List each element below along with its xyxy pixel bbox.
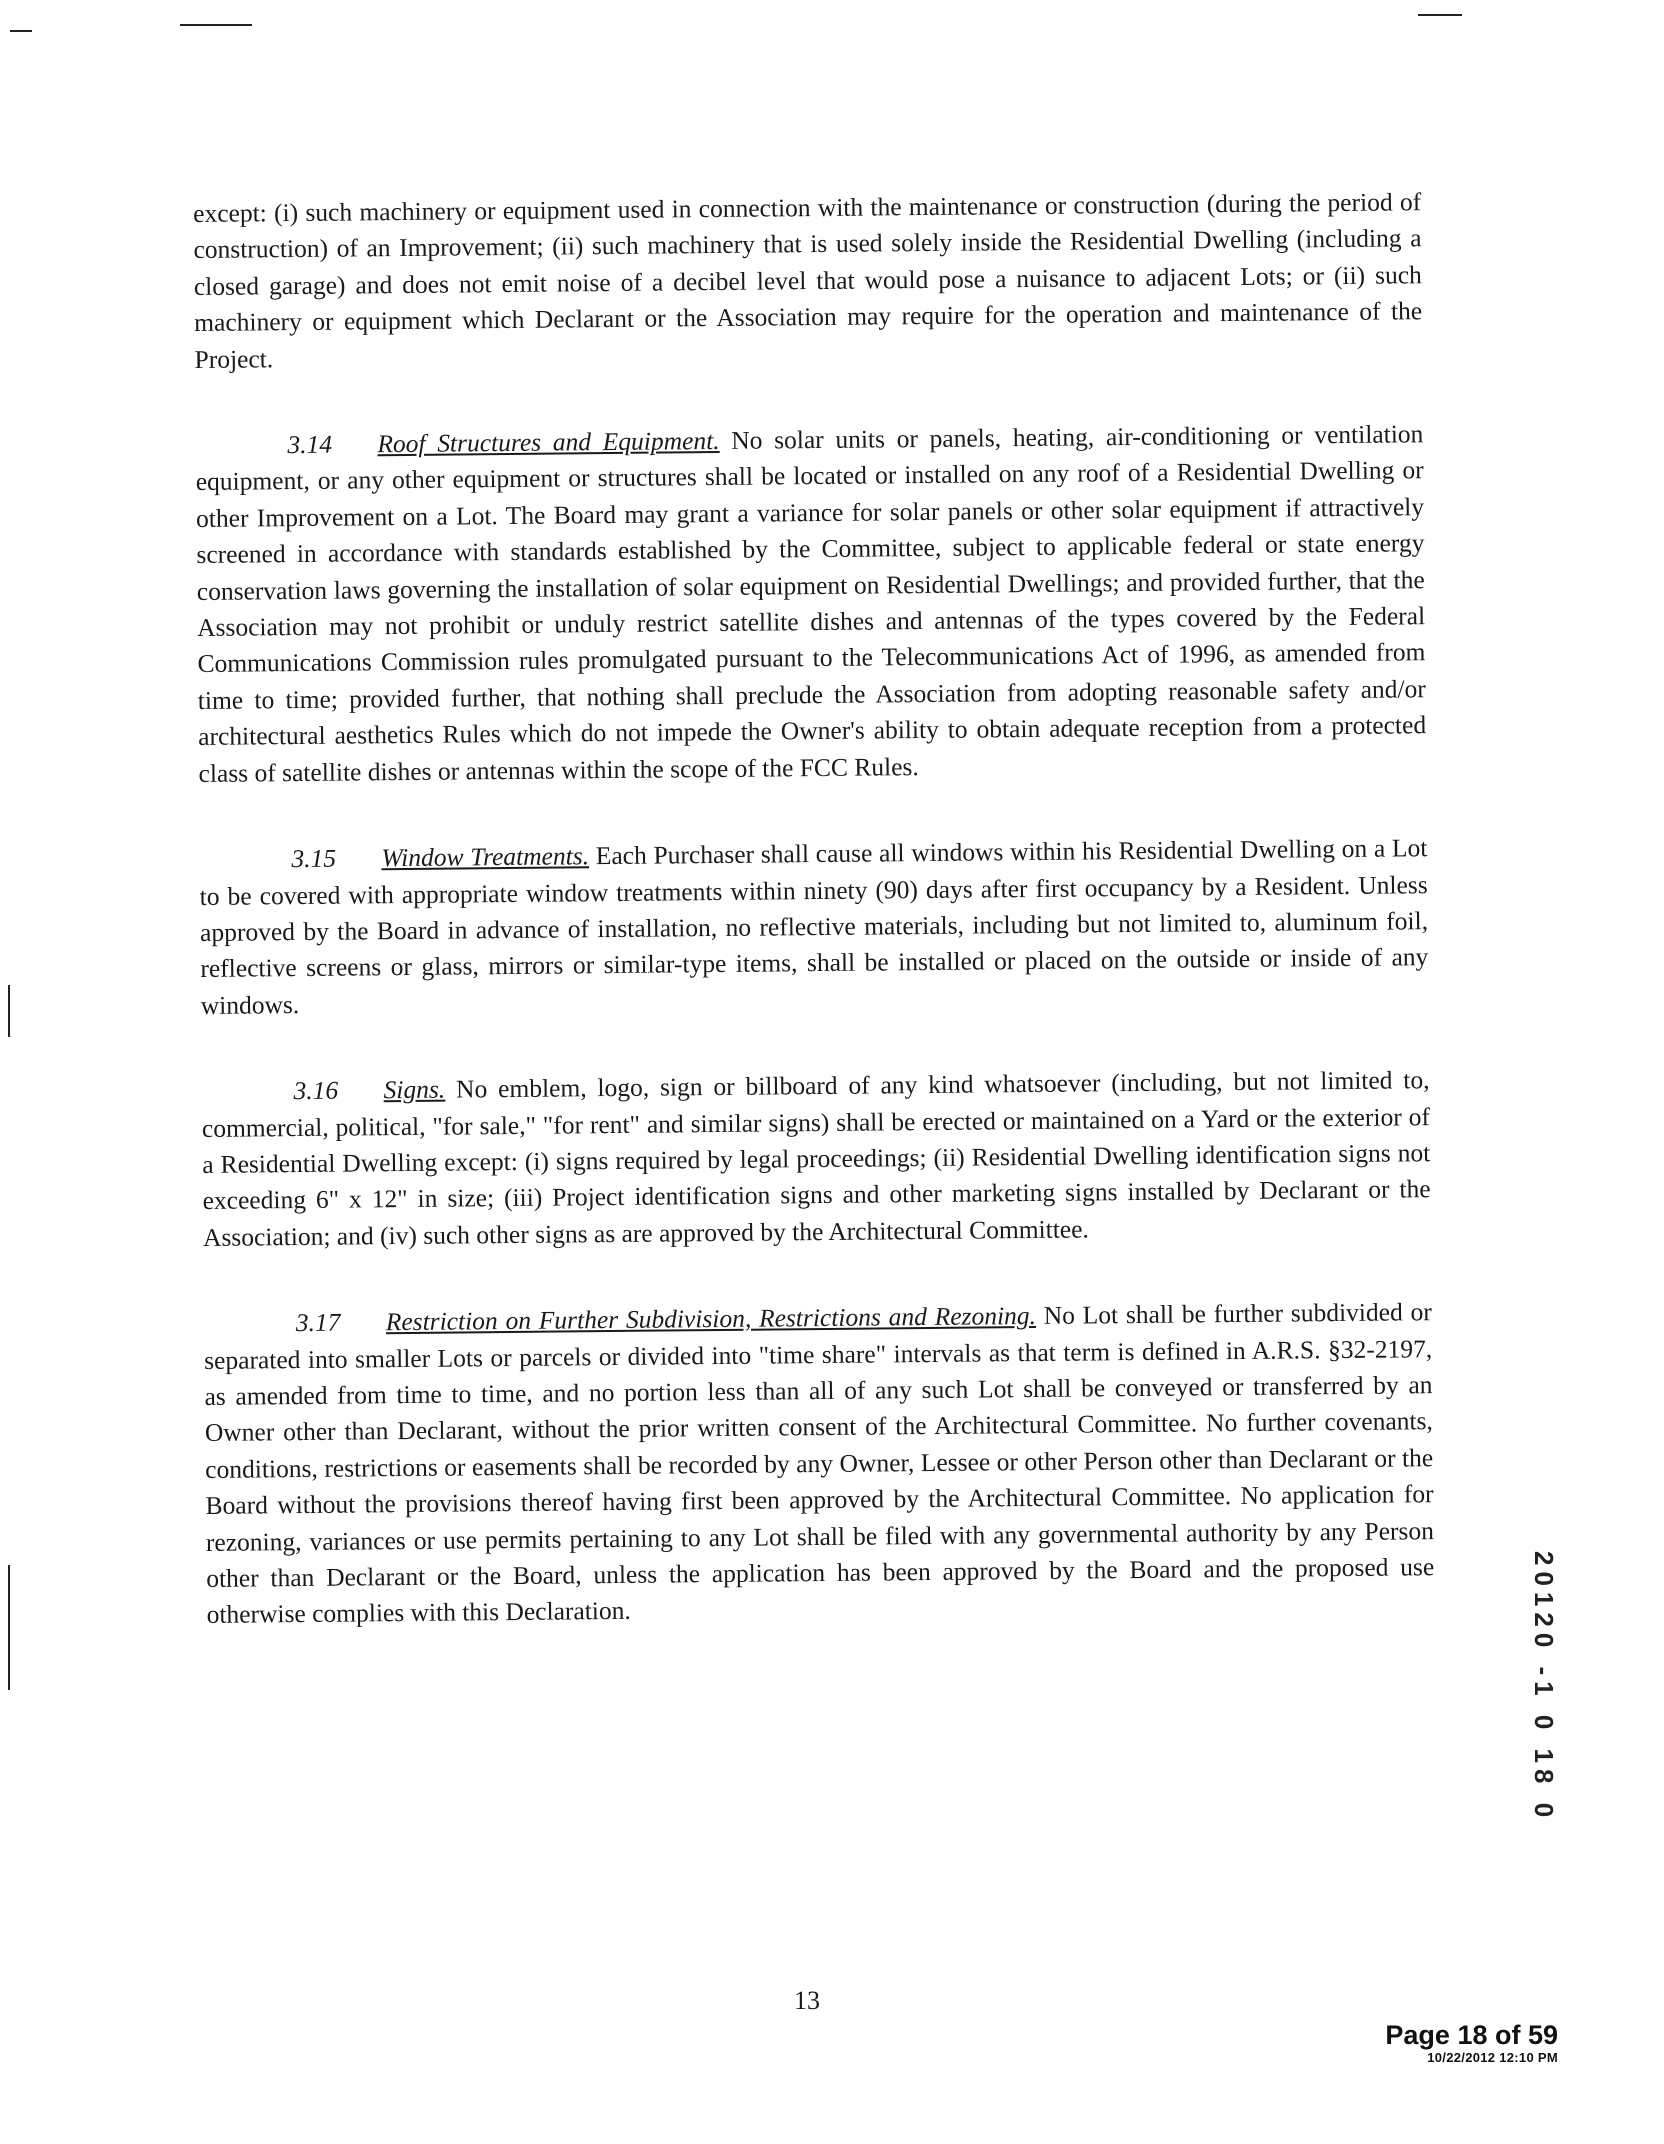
scan-mark-top-left-dash (180, 24, 252, 26)
section-3-14 (195, 416, 1426, 792)
continuation-paragraph: except: (i) such machinery or equipment used in connection with the maintenance or construction (during the period of construction) of an Improvement; (ii) such machinery that is used solely inside the Residential Dwelling (including a closed garage) and does not emit noise of a decibel level that would pose a nuisance to adjacent Lots; or (ii) such machinery or equipment which Declarant or the Association may require for the operation and maintenance of the Project. (193, 187, 1423, 374)
scan-mark-top-left (10, 30, 32, 32)
section-3-15 (199, 830, 1429, 1024)
section-3-17 (204, 1294, 1435, 1633)
section-body: No emblem, logo, sign or billboard of any kind whatsoever (including, but not limited to, commercial, political, "for sale," "for rent" and similar signs) shall be erected or maintained on a Yard or the exterior of a Residential Dwelling except: (i) signs required by legal proceedings; (ii) Residential Dwelling identification signs not exceeding 6" x 12" in size; (iii) Project identification signs and other marketing signs installed by Declarant or the Association; and (iv) such other signs as are approved by the Architectural Committee. (201, 1065, 1431, 1252)
section-number: 3.14 (287, 429, 333, 460)
section-body: Each Purchaser shall cause all windows within his Residential Dwelling on a Lot to be covered with appropriate window treatments within ninety (90) days after first occupancy by a Resident. Unless approved by the Board in advance of installation, no reflective materials, including but not limited to, aluminum foil, reflective screens or glass, mirrors or similar-type items, shall be installed or placed on the outside or inside of any windows. (199, 833, 1429, 1020)
section-number: 3.15 (291, 843, 337, 874)
section-body: No solar units or panels, heating, air-conditioning or ventilation equipment, or any other equipment or structures shall be located or installed on any roof of a Residential Dwelling or other Improvement on a Lot. The Board may grant a variance for solar panels or other solar equipment if attractively screened in accordance with standards established by the Committee, subject to applicable federal or state energy conservation laws governing the installation of solar equipment on Residential Dwellings; and provided further, that the Association may not prohibit or unduly restrict satellite dishes and antennas of the types covered by the Federal Communications Commission rules promulgated pursuant to the Telecommunications Act of 1996, as amended from time to time; provided further, that nothing shall preclude the Association from adopting reasonable safety and/or architectural aesthetics Rules which do not impede the Owner's ability to obtain adequate reception from a protected class of satellite dishes or antennas within the scope of the FCC Rules. (195, 419, 1427, 788)
section-3-16 (201, 1062, 1431, 1256)
section-number: 3.16 (293, 1075, 339, 1106)
section-title: Signs. (383, 1074, 446, 1105)
section-body: No Lot shall be further subdivided or separated into smaller Lots or parcels or divided into "time share" intervals as that term is defined in A.R.S. §32-2197, as amended from time to time, and no portion less than all of any such Lot shall be conveyed or transferred by an Owner other than Declarant, without the prior written consent of the Architectural Committee. No further covenants, conditions, restrictions or easements shall be recorded by any Owner, Lessee or other Person other than Declarant or the Board without the provisions thereof having first been approved by the Architectural Committee. No application for rezoning, variances or use permits pertaining to any Lot shall be filed with any governmental authority by any Person other than Declarant or the Board, unless the application has been approved by the Board and the proposed use otherwise complies with this Declaration. (204, 1297, 1435, 1630)
section-title: Roof Structures and Equipment. (377, 425, 720, 459)
scan-mark-top-right-dash (1418, 14, 1462, 16)
recording-side-stamp (1528, 1520, 1568, 1830)
side-stamp-text: 20120 -1 0 18 0 (1529, 1551, 1559, 1824)
page-count: Page 18 of 59 (1385, 2020, 1558, 2050)
section-number: 3.17 (295, 1307, 341, 1338)
page-stamp (1385, 2020, 1558, 2065)
document-body (193, 184, 1435, 1684)
section-title: Restriction on Further Subdivision, Restrictions and Rezoning. (385, 1301, 1037, 1337)
scan-mark-left-bar-1 (8, 985, 10, 1037)
scan-mark-left-bar-2 (8, 1565, 10, 1690)
stamp-timestamp: 10/22/2012 12:10 PM (1427, 2050, 1558, 2065)
section-title: Window Treatments. (381, 841, 590, 873)
page-number: 13 (794, 1986, 820, 2015)
